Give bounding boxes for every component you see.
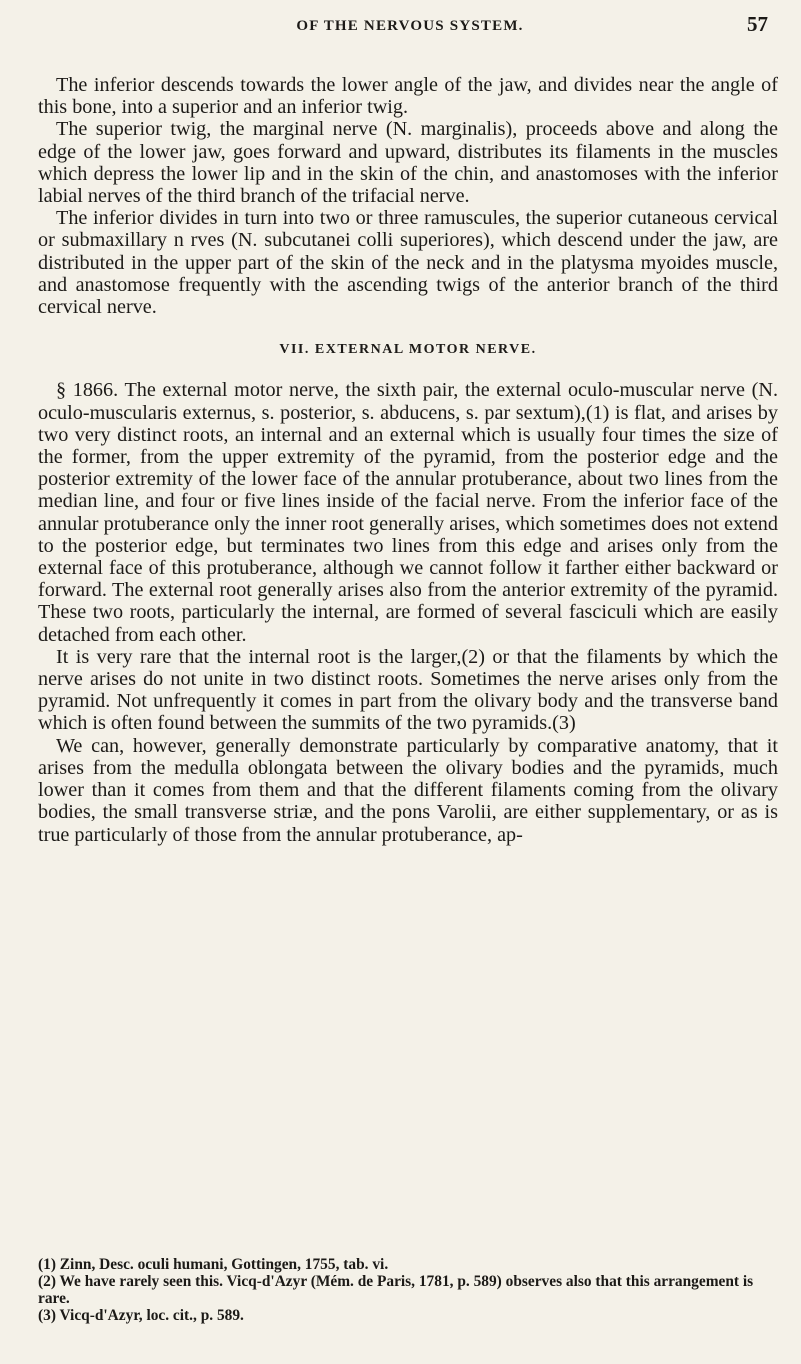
page-header: [60, 8, 768, 40]
paragraph-marginal-nerve: The superior twig, the marginal nerve (N. marginalis), proceeds above and along the edge of the lower jaw, goes forward and upward, distributes its filaments in the muscles which depress the lower lip and in the skin of the chin, and anastomoses with the inferior labial nerves of the third branch of the trifacial nerve.: [38, 118, 778, 208]
page-number: 57: [747, 12, 768, 36]
paragraph-internal-root: It is very rare that the internal root is the larger,(2) or that the filaments by which the nerve arises do not unite in two distinct roots. Sometimes the nerve arises only from the pyramid. Not unfrequently it comes in part from the olivary body and the transverse band which is often found between the summits of the two pyramids.(3): [38, 645, 778, 735]
paragraph-inferior-descends: The inferior descends towards the lower angle of the jaw, and divides near the angle of this bone, into a superior and an inferior twig.: [38, 74, 778, 119]
footnotes: [38, 1256, 778, 1324]
section-heading: VII. EXTERNAL MOTOR NERVE.: [279, 342, 537, 358]
paragraph-cervical-nerves: The inferior divides in turn into two or three ramuscules, the superior cutaneous cervical or submaxillary n rves (N. subcutanei colli superiores), which descend under the jaw, are distributed in the upper part of the skin of the neck and in the platysma myoides muscle, and anastomose frequently with the ascending twigs of the anterior branch of the third cervical nerve.: [38, 207, 778, 319]
footnote-3: (3) Vicq-d'Azyr, loc. cit., p. 589.: [38, 1307, 244, 1324]
footnote-2: (2) We have rarely seen this. Vicq-d'Azyr (Mém. de Paris, 1781, p. 589) observes also that this arrangement is rare.: [38, 1273, 754, 1307]
footnote-1: (1) Zinn, Desc. oculi humani, Gottingen, 1755, tab. vi.: [38, 1256, 389, 1273]
paragraph-comparative-anatomy: We can, however, generally demonstrate particularly by comparative anatomy, that it arises from the medulla oblongata between the olivary bodies and the pyramids, much lower than it comes from them and that the different filaments coming from the olivary bodies, the small transverse striæ, and the pons Varolii, are either supplementary, or as is true particularly of those from the annular protuberance, ap-: [38, 734, 778, 846]
paragraph-section-1866: § 1866. The external motor nerve, the sixth pair, the external oculo-muscular nerve (N. oculo-muscularis externus, s. posterior, s. abducens, s. par sextum),(1) is flat, and arises by two very distinct roots, an internal and an external which is usually four times the size of the former, from the upper extremity of the pyramid, from the posterior edge and the posterior extremity of the lower face of the annular protuberance, about two lines from the median line, and four or five lines inside of the facial nerve. From the inferior face of the annular protuberance only the inner root generally arises, which sometimes does not extend to the posterior edge, but terminates two lines from this edge and arises only from the external face of this protuberance, although we cannot follow it farther either backward or forward. The external root generally arises also from the anterior extremity of the pyramid. These two roots, particularly the internal, are formed of several fasciculi which are easily detached from each other.: [38, 379, 778, 646]
running-head: OF THE NERVOUS SYSTEM.: [296, 18, 524, 34]
body-text: [38, 74, 778, 846]
